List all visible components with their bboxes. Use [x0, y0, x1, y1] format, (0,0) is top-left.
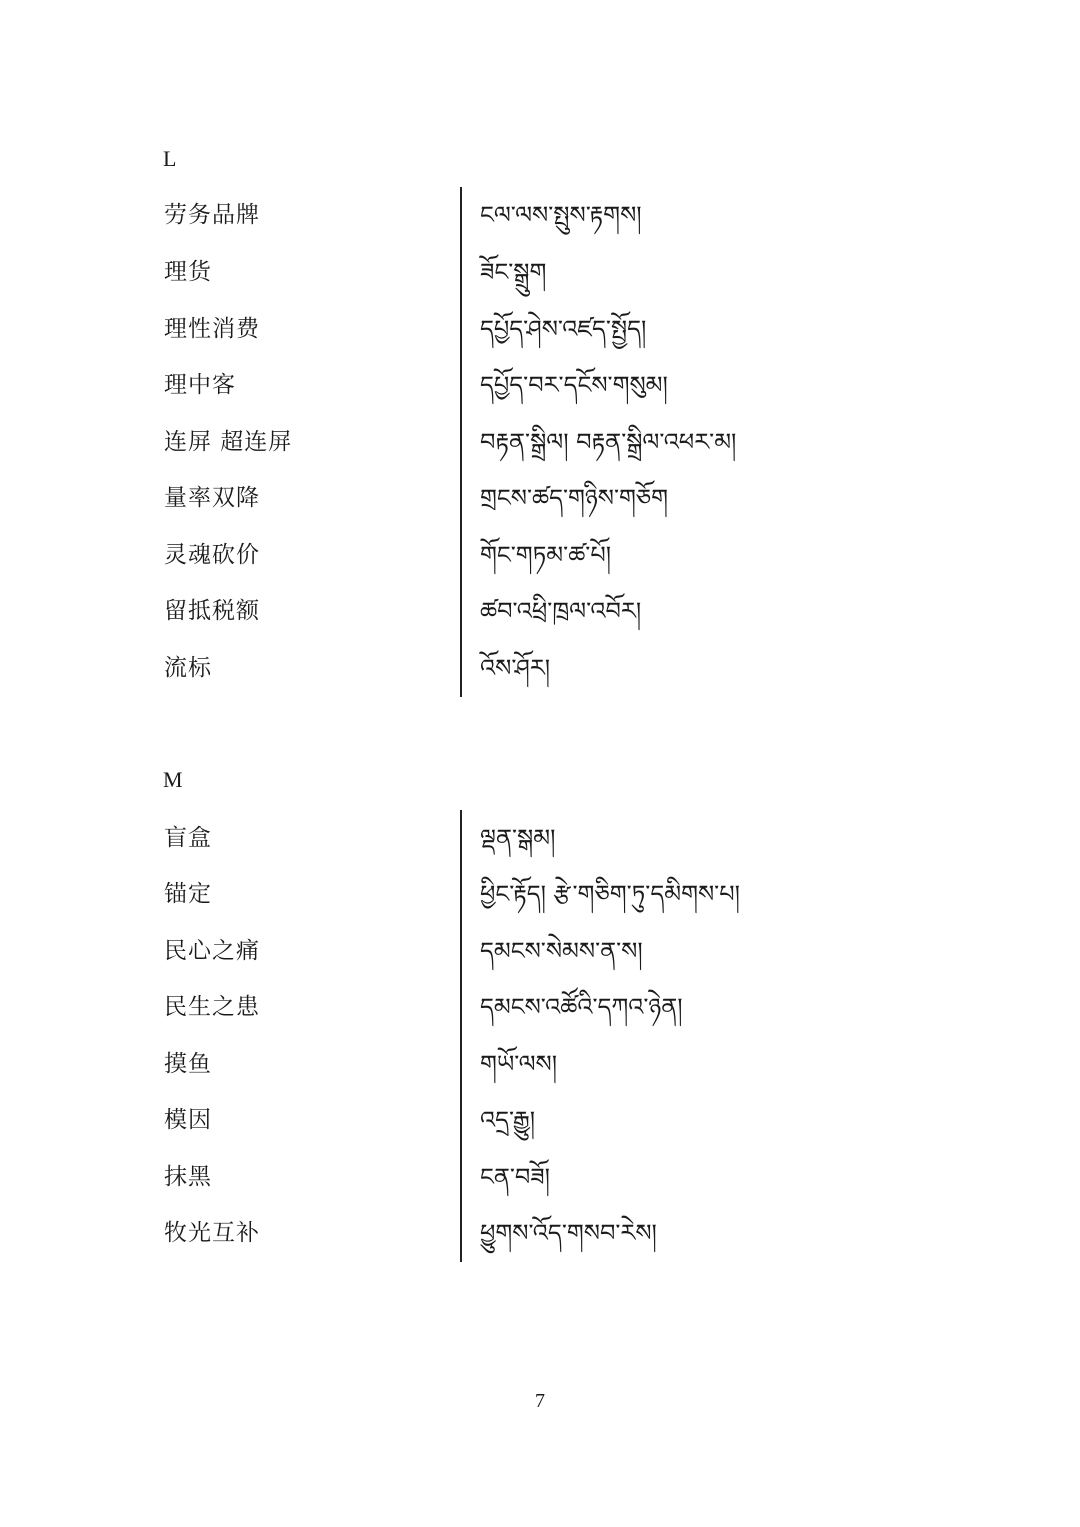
tibetan-term: ཚབ་འཕྲི་ཁྲལ་འབོར། [480, 597, 642, 625]
tibetan-term: ངན་བཟོ། [480, 1163, 550, 1191]
tibetan-term: ཟོང་སྒྲུག [480, 258, 547, 286]
chinese-term: 民心之痛 [164, 938, 260, 964]
tibetan-term: ཕྱིང་རྟོད། རྩེ་གཅིག་ཏུ་དམིགས་པ། [480, 880, 740, 908]
chinese-term: 量率双降 [164, 485, 260, 511]
chinese-term: 摸鱼 [164, 1051, 212, 1077]
chinese-term: 流标 [164, 655, 212, 681]
glossary-entry [0, 987, 1080, 1027]
section-letter: M [163, 767, 183, 792]
glossary-entry [0, 874, 1080, 914]
glossary-entry [0, 535, 1080, 575]
glossary-entry [0, 818, 1080, 858]
glossary-entry [0, 422, 1080, 462]
glossary-entry [0, 309, 1080, 349]
tibetan-term: བརྟན་སྒྲིལ། བརྟན་སྒྲིལ་འཕར་མ། [480, 428, 737, 456]
tibetan-term: དམངས་སེམས་ན་ས། [480, 937, 643, 965]
glossary-entry [0, 1100, 1080, 1140]
glossary-entry [0, 648, 1080, 688]
tibetan-term: ངལ་ལས་སྤུས་རྟགས། [480, 201, 642, 229]
section-letter: L [163, 146, 177, 171]
tibetan-term: དམངས་འཚོའི་དཀའ་ཉེན། [480, 993, 683, 1021]
chinese-term: 盲盒 [164, 825, 212, 851]
tibetan-term: ཕྱུགས་འོད་གསབ་རེས། [480, 1219, 657, 1247]
glossary-entry [0, 252, 1080, 292]
glossary-entry [0, 478, 1080, 518]
chinese-term: 劳务品牌 [164, 202, 260, 228]
tibetan-term: འོས་ཤོར། [480, 654, 551, 682]
chinese-term: 连屏 超连屏 [164, 429, 293, 455]
chinese-term: 理中客 [164, 372, 236, 398]
tibetan-term: དཔྱོད་ཤེས་འཛད་སྤྱོད། [480, 315, 647, 343]
chinese-term: 理性消费 [164, 316, 260, 342]
chinese-term: 牧光互补 [164, 1220, 260, 1246]
chinese-term: 锚定 [164, 881, 212, 907]
chinese-term: 抹黑 [164, 1164, 212, 1190]
tibetan-term: གོང་གཏམ་ཚ་པོ། [480, 541, 612, 569]
tibetan-term: གྲངས་ཚད་གཉིས་གཅོག [480, 484, 669, 512]
glossary-entry [0, 1157, 1080, 1197]
chinese-term: 灵魂砍价 [164, 542, 260, 568]
chinese-term: 留抵税额 [164, 598, 260, 624]
chinese-term: 理货 [164, 259, 212, 285]
tibetan-term: གཡོ་ལས། [480, 1050, 558, 1078]
chinese-term: 民生之患 [164, 994, 260, 1020]
tibetan-term: ལྡན་སྒམ། [480, 824, 556, 852]
glossary-entry [0, 931, 1080, 971]
tibetan-term: དཔྱོད་བར་དངོས་གསུམ། [480, 371, 668, 399]
glossary-entry [0, 1044, 1080, 1084]
glossary-entry [0, 1213, 1080, 1253]
page-number: 7 [535, 1390, 545, 1412]
chinese-term: 模因 [164, 1107, 212, 1133]
glossary-entry [0, 591, 1080, 631]
glossary-entry [0, 195, 1080, 235]
tibetan-term: འདྲ་རྒྱུ། [480, 1106, 536, 1134]
glossary-entry [0, 365, 1080, 405]
